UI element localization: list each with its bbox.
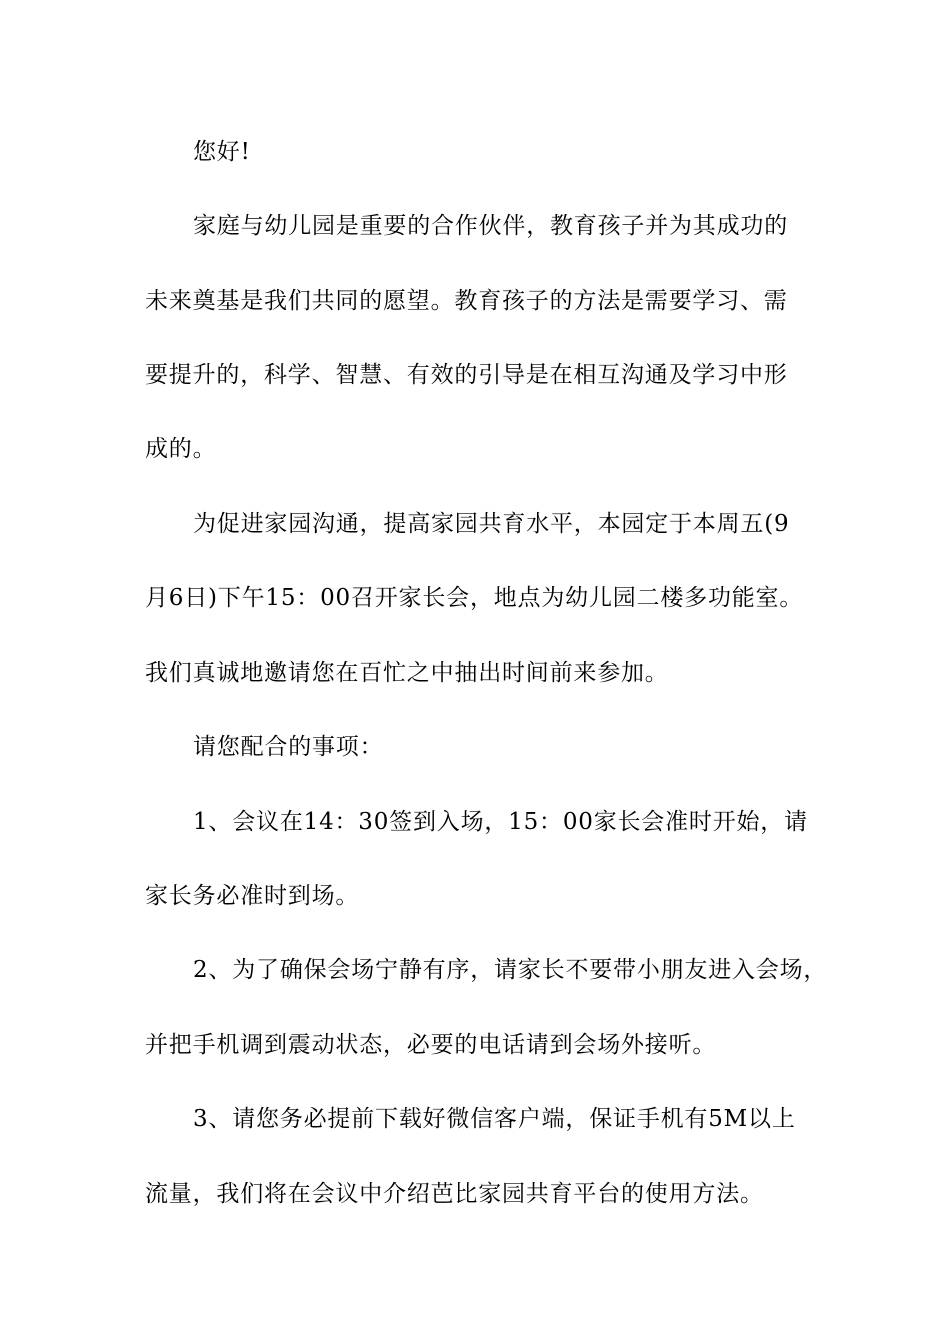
paragraph-line: 为促进家园沟通，提高家园共育水平，本园定于本周五(9 (193, 511, 790, 537)
section-heading-line: 请您配合的事项： (193, 734, 384, 760)
paragraph-line: 未来奠基是我们共同的愿望。教育孩子的方法是需要学习、需 (145, 288, 788, 314)
list-item-line: 家长务必准时到场。 (145, 883, 360, 909)
list-item-line: 并把手机调到震动状态，必要的电话请到会场外接听。 (145, 1032, 717, 1058)
greeting-line: 您好! (193, 139, 251, 165)
list-item-line: 3、请您务必提前下载好微信客户端，保证手机有5M以上 (193, 1106, 796, 1132)
paragraph-line: 我们真诚地邀请您在百忙之中抽出时间前来参加。 (145, 660, 669, 686)
paragraph-line: 家庭与幼儿园是重要的合作伙伴，教育孩子并为其成功的 (193, 213, 788, 239)
list-item-line: 流量，我们将在会议中介绍芭比家园共育平台的使用方法。 (145, 1181, 764, 1207)
list-item-line: 1、会议在14：30签到入场，15：00家长会准时开始，请 (193, 809, 808, 835)
list-item-line: 2、为了确保会场宁静有序，请家长不要带小朋友进入会场， (193, 957, 828, 983)
paragraph-line: 月6日)下午15：00召开家长会，地点为幼儿园二楼多功能室。 (145, 585, 804, 611)
paragraph-line: 要提升的，科学、智慧、有效的引导是在相互沟通及学习中形 (145, 362, 788, 388)
paragraph-line: 成的。 (145, 436, 217, 462)
